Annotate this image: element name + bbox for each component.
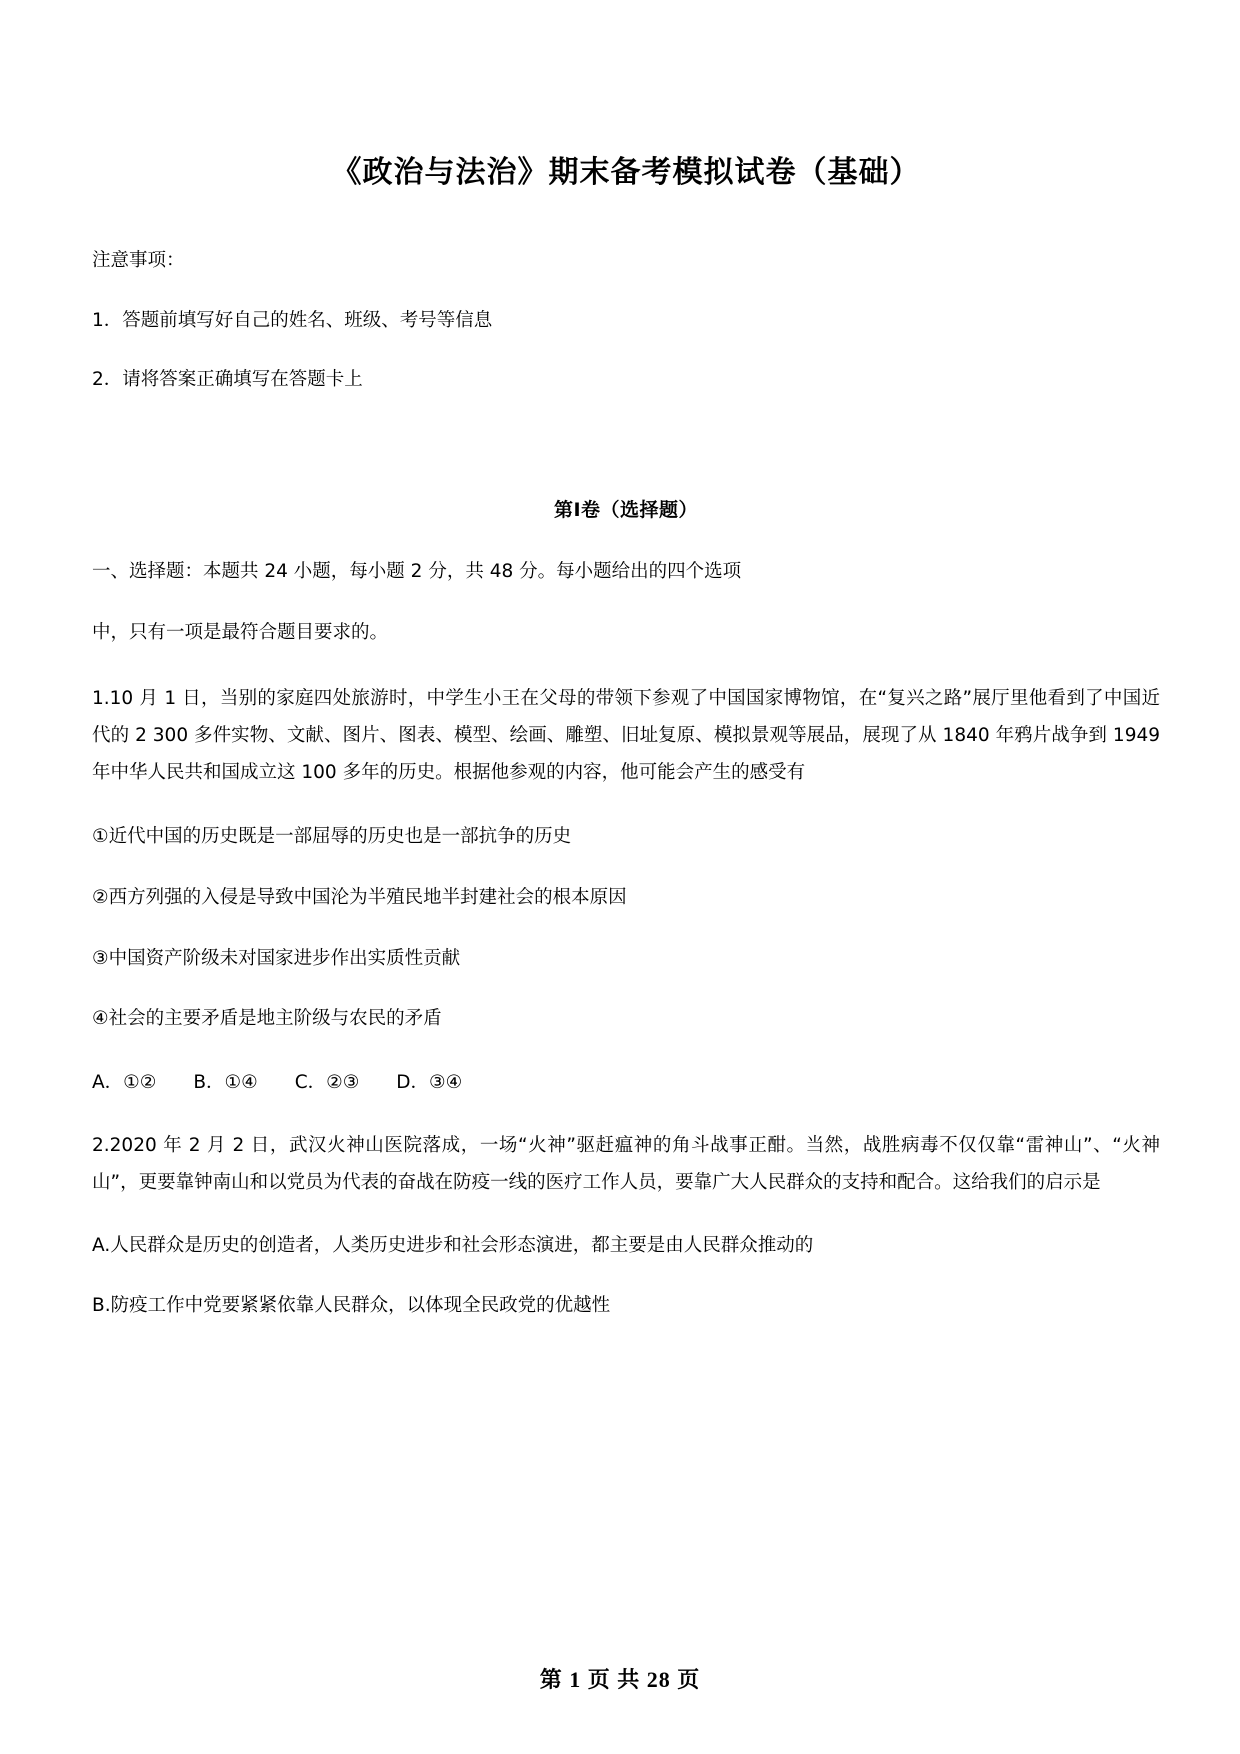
notice-item-2: 2．请将答案正确填写在答题卡上 xyxy=(92,369,363,391)
page-title: 《政治与法治》期末备考模拟试卷（基础） xyxy=(331,155,921,190)
question-1 xyxy=(92,647,1160,1094)
notice-item-1: 1．答题前填写好自己的姓名、班级、考号等信息 xyxy=(92,309,493,331)
question-2-option-a: A.人民群众是历史的创造者，人类历史进步和社会形态演进，都主要是由人民群众推动的 xyxy=(92,1235,814,1257)
question-1-sub-option-4: ④社会的主要矛盾是地主阶级与农民的矛盾 xyxy=(92,1008,442,1030)
question-2-option-b: B.防疫工作中党要紧紧依靠人民群众，以体现全民政党的优越性 xyxy=(92,1294,611,1316)
question-1-sub-option-2: ②西方列强的入侵是导致中国沦为半殖民地半封建社会的根本原因 xyxy=(92,887,627,909)
page-footer: 第 1 页 共 28 页 xyxy=(539,1667,701,1692)
part-one-instruction-line-1: 一、选择题：本题共 24 小题，每小题 2 分，共 48 分。每小题给出的四个选项 xyxy=(92,561,742,583)
question-1-stem: 1.10 月 1 日，当别的家庭四处旅游时，中学生小王在父母的带领下参观了中国国家博物馆，在“复兴之路”展厅里他看到了中国近代的 2 300 多件实物、文献、图片、图表、模型、绘画、雕塑、旧址复原、模拟景观等展品，展现了从 1840 年鸦片战争到 1949 年中华人民共和国成立这 100 多年的历史。根据他参观的内容，他可能会产生的感受有 xyxy=(92,688,1160,784)
question-1-sub-option-1: ①近代中国的历史既是一部屈辱的历史也是一部抗争的历史 xyxy=(92,826,572,848)
part-one-instruction-line-2: 中，只有一项是最符合题目要求的。 xyxy=(92,621,389,643)
page-content xyxy=(92,0,1160,1320)
question-2 xyxy=(92,1094,1160,1320)
notice-heading: 注意事项： xyxy=(92,250,185,271)
question-2-stem: 2.2020 年 2 月 2 日，武汉火神山医院落成，一场“火神”驱赶瘟神的角斗战事正酣。当然，战胜病毒不仅仅靠“雷神山”、“火神山”，更要靠钟南山和以党员为代表的奋战在防疫一线的医疗工作人员，要靠广大人民群众的支持和配合。这给我们的启示是 xyxy=(92,1135,1160,1194)
question-1-sub-option-3: ③中国资产阶级未对国家进步作出实质性贡献 xyxy=(92,947,461,969)
question-1-answer-choices: A．①② B．①④ C．②③ D．③④ xyxy=(92,1072,463,1094)
part-one-heading: 第I卷（选择题） xyxy=(553,499,699,522)
